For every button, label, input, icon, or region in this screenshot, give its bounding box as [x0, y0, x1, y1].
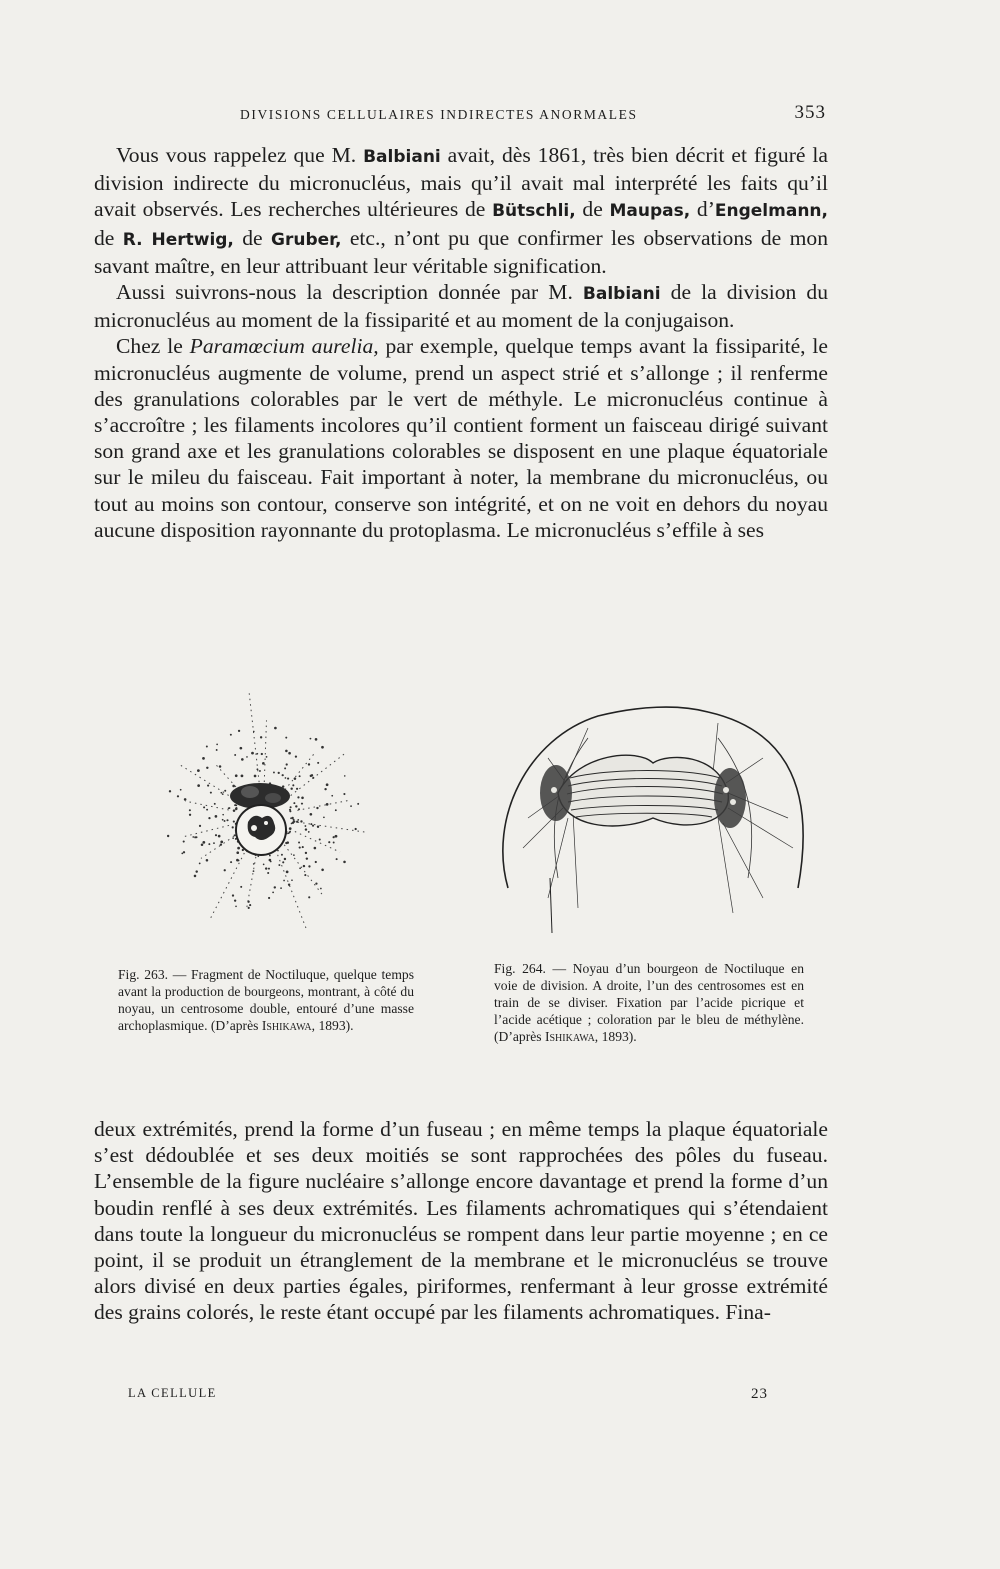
upper-text-block	[94, 142, 828, 543]
figure-263-caption: Fig. 263. — Fragment de Noctiluque, quelque temps avant la production de bourgeons, montrant, à côté du noyau, un centrosome double, entouré d’une masse archoplasmique. (D’après Ishikawa, 1893).	[118, 967, 414, 1033]
paragraph-paramoecium: Chez le Paramœcium aurelia, par exemple, quelque temps avant la fissiparité, le micronucléus augmente de volume, prend un aspect strié et s’allonge ; il renferme des granulations colorables par le vert de méthyle. Le micronucléus continue à s’accroître ; les filaments incolores qu’il contient forment un faisceau dirigé suivant son grand axe et les granulations colorables se disposent en une plaque équatoriale sur le mileu du faisceau. Fait important à noter, la membrane du micronucléus, ou tout au moins son contour, conserve son intégrité, et on ne voit en dehors du noyau aucune disposition rayonnante du protoplasma. Le micronucléus s’effile à ses	[94, 334, 828, 542]
figure-263-illustration	[128, 692, 418, 962]
running-foot: LA CELLULE	[128, 1386, 217, 1400]
caption-author: Ishikawa	[261, 1018, 312, 1033]
figure-264-caption: Fig. 264. — Noyau d’un bourgeon de Noctiluque en voie de division. A droite, l’un des centrosomes est en train de se diviser. Fixation par l’acide picrique et l’acide acétique ; coloration par le bleu de méthylène. (D’après Ishikawa, 1893).	[494, 961, 804, 1044]
page-footer	[128, 1386, 768, 1401]
species-name: Paramœcium aurelia,	[189, 334, 379, 359]
author-name: Gruber,	[271, 229, 342, 250]
author-name: Maupas,	[609, 201, 691, 222]
figure-264-illustration	[488, 698, 828, 948]
caption-author: Ishikawa	[544, 1029, 595, 1044]
author-name: Balbiani	[363, 147, 441, 167]
paragraph-balbiani-history: Vous vous rappelez que M. Balbiani avait, dès 1861, très bien décrit et figuré la division indirecte du micronucléus, mais qu’il avait mal interprété les faits qu’il avait observés. Les recherches ultérieures de Bütschli, de Maupas, d’Engelmann, de R. Hertwig, de Gruber, etc., n’ont pu que confirmer les observations de mon savant maître, en leur attribuant leur véritable signification.	[94, 143, 828, 278]
paragraph-continuation: deux extrémités, prend la forme d’un fuseau ; en même temps la plaque équatoriale s’est dédoublée et ses deux moitiés se sont rapprochées des pôles du fuseau. L’ensemble de la figure nucléaire s’allonge encore davantage et prend la forme d’un boudin renflé à ses deux extrémités. Les filaments achromatiques qui s’étendaient dans toute la longueur du micronucléus se rompent dans leur partie moyenne ; en ce point, il se produit un étranglement de la membrane et le micronucléus se trouve alors divisé en deux parties égales, piriformes, renfermant à leur grosse extrémité des grains colorés, le reste étant occupé par les filaments achromatiques. Fina-	[94, 1117, 828, 1325]
author-name: R. Hertwig,	[122, 229, 234, 250]
running-title: DIVISIONS CELLULAIRES INDIRECTES ANORMALES	[240, 107, 638, 122]
paragraph-description: Aussi suivrons-nous la description donnée par M. Balbiani de la division du micronucléus au moment de la fissiparité et au moment de la conjugaison.	[94, 280, 829, 333]
author-name: Engelmann,	[714, 201, 828, 222]
page-number: 353	[794, 102, 826, 123]
lower-text-block	[94, 1116, 828, 1326]
signature-mark: 23	[751, 1386, 768, 1402]
author-name: Balbiani	[582, 284, 661, 305]
author-name: Bütschli,	[492, 201, 576, 222]
